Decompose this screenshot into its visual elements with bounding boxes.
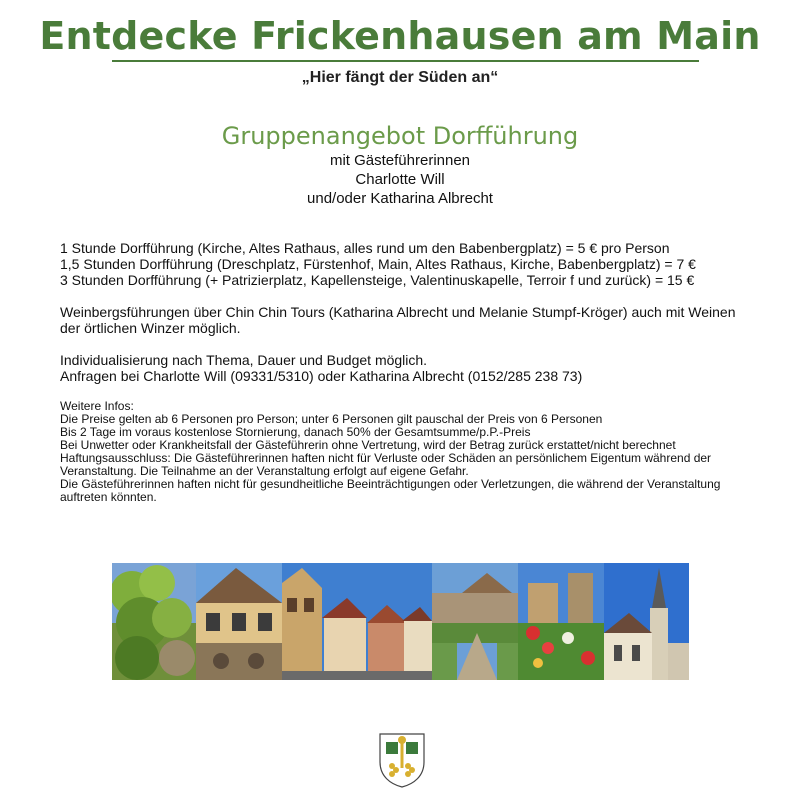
wine-tours-line: Weinbergsführungen über Chin Chin Tours (Katharina Albrecht und Melanie Stumpf-Kröger) auch mit Weinen [60, 304, 736, 320]
photo-half-timbered-house [196, 563, 282, 680]
tour-item: 1 Stunde Dorfführung (Kirche, Altes Rathaus, alles rund um den Babenbergplatz) = 5 € pro Person [60, 240, 670, 256]
title-underline [112, 60, 699, 62]
photo-strip [112, 563, 689, 680]
photo-flowers-town [518, 563, 604, 680]
wine-tours-line: der örtlichen Winzer möglich. [60, 320, 241, 336]
info-line: Bis 2 Tage im voraus kostenlose Stornierung, danach 50% der Gesamtsumme/p.P.-Preis [60, 425, 531, 439]
tour-item: 3 Stunden Dorfführung (+ Patrizierplatz, Kapellensteige, Valentinuskapelle, Terroir f und zurück) = 15 € [60, 272, 695, 288]
info-line: Haftungsausschluss: Die Gästeführerinnen haften nicht für Verluste oder Schäden an persönlichem Eigentum während der [60, 451, 712, 465]
further-info-heading: Weitere Infos: [60, 399, 134, 413]
page-title: Entdecke Frickenhausen am Main [39, 14, 761, 58]
slogan: „Hier fängt der Süden an“ [301, 69, 499, 86]
guide-name-2: und/oder Katharina Albrecht [307, 190, 493, 207]
info-line: Bei Unwetter oder Krankheitsfall der Gästeführerin ohne Vertretung, wird der Betrag zurück erstattet/nicht berechnet [60, 438, 676, 452]
offer-title: Gruppenangebot Dorfführung [221, 122, 579, 150]
guides-intro: mit Gästeführerinnen [329, 152, 471, 169]
info-line: Die Preise gelten ab 6 Personen pro Person; unter 6 Personen gilt pauschal der Preis von 6 Personen [60, 412, 603, 426]
photo-church-tower [604, 563, 689, 680]
guide-name-1: Charlotte Will [355, 171, 445, 188]
photo-town-street [282, 563, 432, 680]
contact-line: Anfragen bei Charlotte Will (09331/5310) oder Katharina Albrecht (0152/285 238 73) [60, 368, 583, 384]
further-info [60, 400, 760, 504]
info-line: Die Gästeführerinnen haften nicht für gesundheitliche Beeinträchtigungen oder Verletzungen, die während der Veranstaltung [60, 477, 721, 491]
tour-list [60, 240, 760, 288]
tour-item: 1,5 Stunden Dorfführung (Dreschplatz, Fürstenhof, Main, Altes Rathaus, Kirche, Babenbergplatz) = 7 € [60, 256, 696, 272]
info-line: auftreten könnten. [60, 490, 157, 504]
contact-paragraph [60, 352, 760, 384]
contact-line: Individualisierung nach Thema, Dauer und Budget möglich. [60, 352, 428, 368]
coat-of-arms-icon [378, 732, 426, 788]
info-line: Veranstaltung. Die Teilnahme an der Veranstaltung erfolgt auf eigene Gefahr. [60, 464, 469, 478]
photo-vine-leaves [112, 563, 196, 680]
wine-tours-paragraph [60, 304, 760, 336]
photo-castle-garden [432, 563, 518, 680]
